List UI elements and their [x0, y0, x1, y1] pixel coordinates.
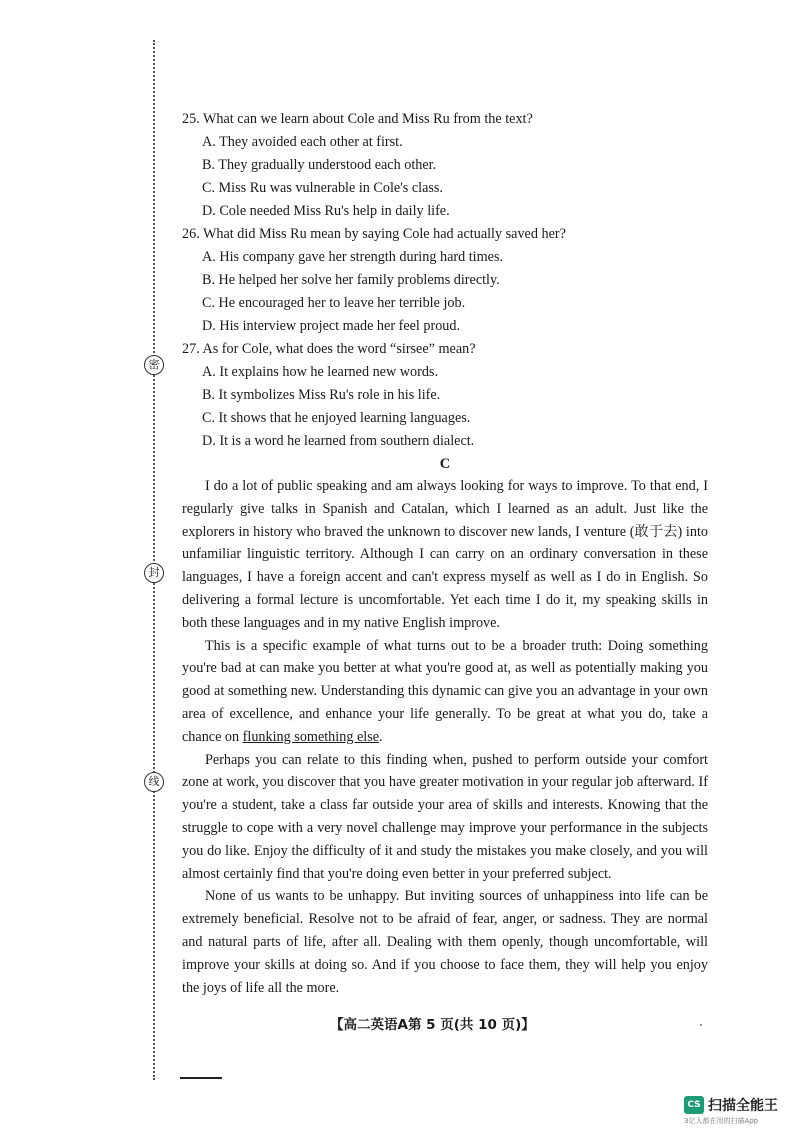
paragraph-2: [182, 635, 708, 749]
question-26: [182, 223, 708, 338]
page-content: [182, 108, 708, 999]
question-stem: 27. As for Cole, what does the word “sirsee” mean?: [182, 341, 476, 357]
paragraph-3: Perhaps you can relate to this finding when, pushed to perform outside your comfort zone at work, you discover that you have greater motivation in your regular job afterward. If you're a student, take a class far outside your area of skills and interests. Knowing that the struggle to cope with a very novel challenge may improve your performance in the subjects you do like. Enjoy the difficulty of it and study the mistakes you make closely, and you will almost certainly find that you're doing even better in your preferred subject.: [182, 751, 708, 882]
option-d: D. His interview project made her feel proud.: [202, 318, 461, 334]
stub-line: [180, 1077, 222, 1079]
binding-line: [153, 40, 155, 1080]
option-b: B. He helped her solve her family problems directly.: [202, 272, 500, 288]
seal-mark-xian: 线: [144, 772, 164, 792]
section-title: C: [439, 456, 451, 472]
page-footer: 【高二英语A第 5 页(共 10 页)】: [330, 1017, 535, 1033]
question-stem: 26. What did Miss Ru mean by saying Cole had actually saved her?: [182, 226, 566, 242]
option-a: A. His company gave her strength during hard times.: [202, 249, 504, 265]
option-a: A. It explains how he learned new words.: [202, 364, 438, 380]
paragraph-2-text: This is a specific example of what turns out to be a broader truth: Doing something you're bad at can make you better at what you're good at, as well as potentially making you good at something new. Understanding this dynamic can give you an advantage in your own area of excellence, and enhance your life generally. To be great at what you do, take a chance on: [182, 637, 708, 745]
scanner-watermark: [684, 1095, 778, 1115]
paragraph-4: None of us wants to be unhappy. But inviting sources of unhappiness into life can be extremely beneficial. Resolve not to be afraid of fear, anger, or sadness. They are normal and natural parts of life, after all. Dealing with them openly, though uncomfortable, will improve your skills at doing so. And if you choose to face them, they will help you enjoy the joys of life all the more.: [182, 888, 708, 996]
option-b: B. It symbolizes Miss Ru's role in his life.: [202, 387, 441, 403]
scan-speck: [700, 1024, 702, 1026]
seal-mark-mi: 密: [144, 355, 164, 375]
scanner-name: 扫描全能王: [708, 1098, 778, 1114]
option-d: D. Cole needed Miss Ru's help in daily life.: [202, 203, 450, 219]
option-c: C. It shows that he enjoyed learning languages.: [202, 410, 471, 426]
underlined-phrase: flunking something else: [242, 728, 380, 745]
paragraph-2-end: .: [379, 728, 383, 745]
option-c: C. Miss Ru was vulnerable in Cole's class.: [202, 180, 443, 196]
question-stem: 25. What can we learn about Cole and Miss Ru from the text?: [182, 111, 533, 127]
camscanner-icon: CS: [684, 1096, 704, 1114]
option-d: D. It is a word he learned from southern dialect.: [202, 433, 475, 449]
option-b: B. They gradually understood each other.: [202, 157, 437, 173]
scanner-tagline: 3亿人都在用的扫描App: [684, 1117, 759, 1125]
seal-mark-feng: 封: [144, 563, 164, 583]
question-27: [182, 338, 708, 453]
option-c: C. He encouraged her to leave her terrible job.: [202, 295, 466, 311]
option-a: A. They avoided each other at first.: [202, 134, 403, 150]
paragraph-1: I do a lot of public speaking and am always looking for ways to improve. To that end, I regularly give talks in Spanish and Catalan, which I learned as an adult. Just like the explorers in history who braved the unknown to discover new lands, I venture (敢于去) into unfamiliar linguistic territory. Although I can carry on an ordinary conversation in these languages, I have a foreign accent and can't express myself as well as I do in English. So delivering a formal lecture is uncomfortable. Yet each time I do it, my speaking skills in both these languages and in my native English improve.: [182, 478, 708, 631]
question-25: [182, 108, 708, 223]
